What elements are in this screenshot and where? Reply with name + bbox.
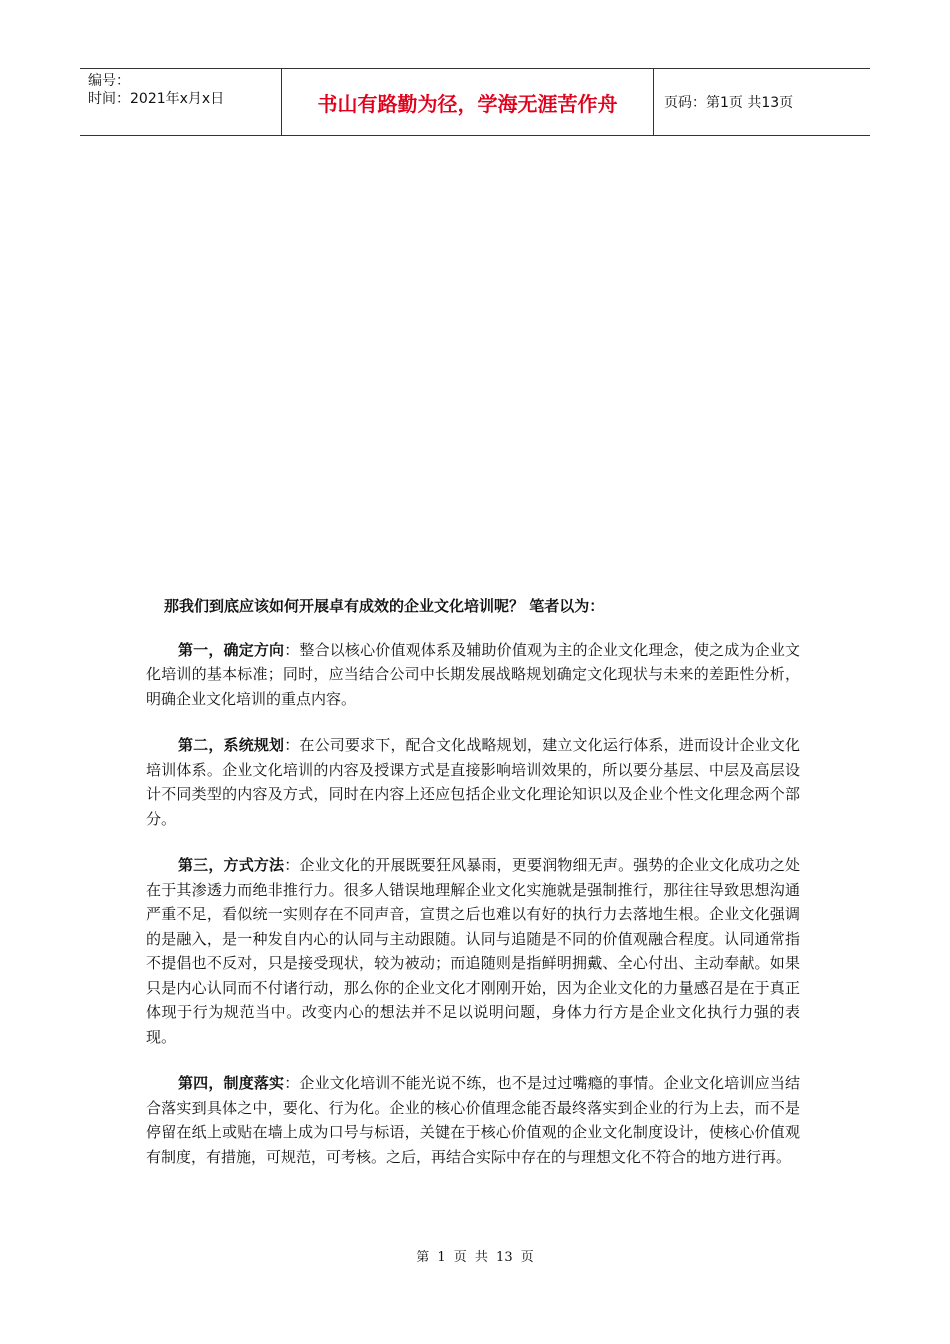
paragraph-2 (146, 733, 800, 831)
intro-question: 那我们到底应该如何开展卓有成效的企业文化培训呢？ 笔者以为： (164, 597, 605, 615)
paragraph-4-lead: 第四，制度落实 (178, 1074, 285, 1092)
paragraph-1-text: ：整合以核心价值观体系及辅助价值观为主的企业文化理念，使之成为企业文化培训的基本标准；同时，应当结合公司中长期发展战略规划确定文化现状与未来的差距性分析，明确企业文化培训的重点内容。 (146, 640, 800, 708)
time-label: 时间：2021年x月x日 (88, 91, 225, 107)
paragraph-3 (146, 853, 800, 1049)
paragraph-1 (146, 638, 800, 712)
paragraph-4-text: ：企业文化培训不能光说不练，也不是过过嘴瘾的事情。企业文化培训应当结合落实到具体之中，要化、行为化。企业的核心价值理念能否最终落实到企业的行为上去，而不是停留在纸上或贴在墙上成为口号与标语，关键在于核心价值观的企业文化制度设计，使核心价值观有制度，有措施，可规范，可考核。之后，再结合实际中存在的与理想文化不符合的地方进行再。 (146, 1074, 800, 1166)
document-body (146, 594, 800, 1191)
paragraph-2-text: ：在公司要求下，配合文化战略规划，建立文化运行体系，进而设计企业文化培训体系。企业文化培训的内容及授课方式是直接影响培训效果的，所以要分基层、中层及高层设计不同类型的内容及方式，同时在内容上还应包括企业文化理论知识以及企业个性文化理念两个部分。 (146, 736, 800, 828)
paragraph-2-lead: 第二，系统规划 (178, 736, 285, 754)
paragraph-4 (146, 1071, 800, 1169)
document-header (80, 68, 870, 136)
header-motto: 书山有路勤为径，学海无涯苦作舟 (282, 69, 654, 135)
number-label: 编号： (88, 73, 130, 89)
page-footer: 第 1 页 共 13 页 (416, 1250, 534, 1265)
paragraph-1-lead: 第一，确定方向 (178, 640, 285, 659)
paragraph-3-text: ：企业文化的开展既要狂风暴雨，更要润物细无声。强势的企业文化成功之处在于其渗透力而绝非推行力。很多人错误地理解企业文化实施就是强制推行，那往往导致思想沟通严重不足，看似统一实则存在不同声音，宣贯之后也难以有好的执行力去落地生根。企业文化强调的是融入，是一种发自内心的认同与主动跟随。认同与追随是不同的价值观融合程度。认同通常指不提倡也不反对，只是接受现状，较为被动；而追随则是指鲜明拥戴、全心付出、主动奉献。如果只是内心认同而不付诸行动，那么你的企业文化才刚刚开始，因为企业文化的力量感召是在于真正体现于行为规范当中。改变内心的想法并不足以说明问题，身体力行方是企业文化执行力强的表现。 (146, 856, 800, 1046)
header-meta (80, 69, 282, 135)
header-page-code: 页码：第1页 共13页 (664, 95, 794, 111)
paragraph-3-lead: 第三，方式方法 (178, 856, 285, 874)
